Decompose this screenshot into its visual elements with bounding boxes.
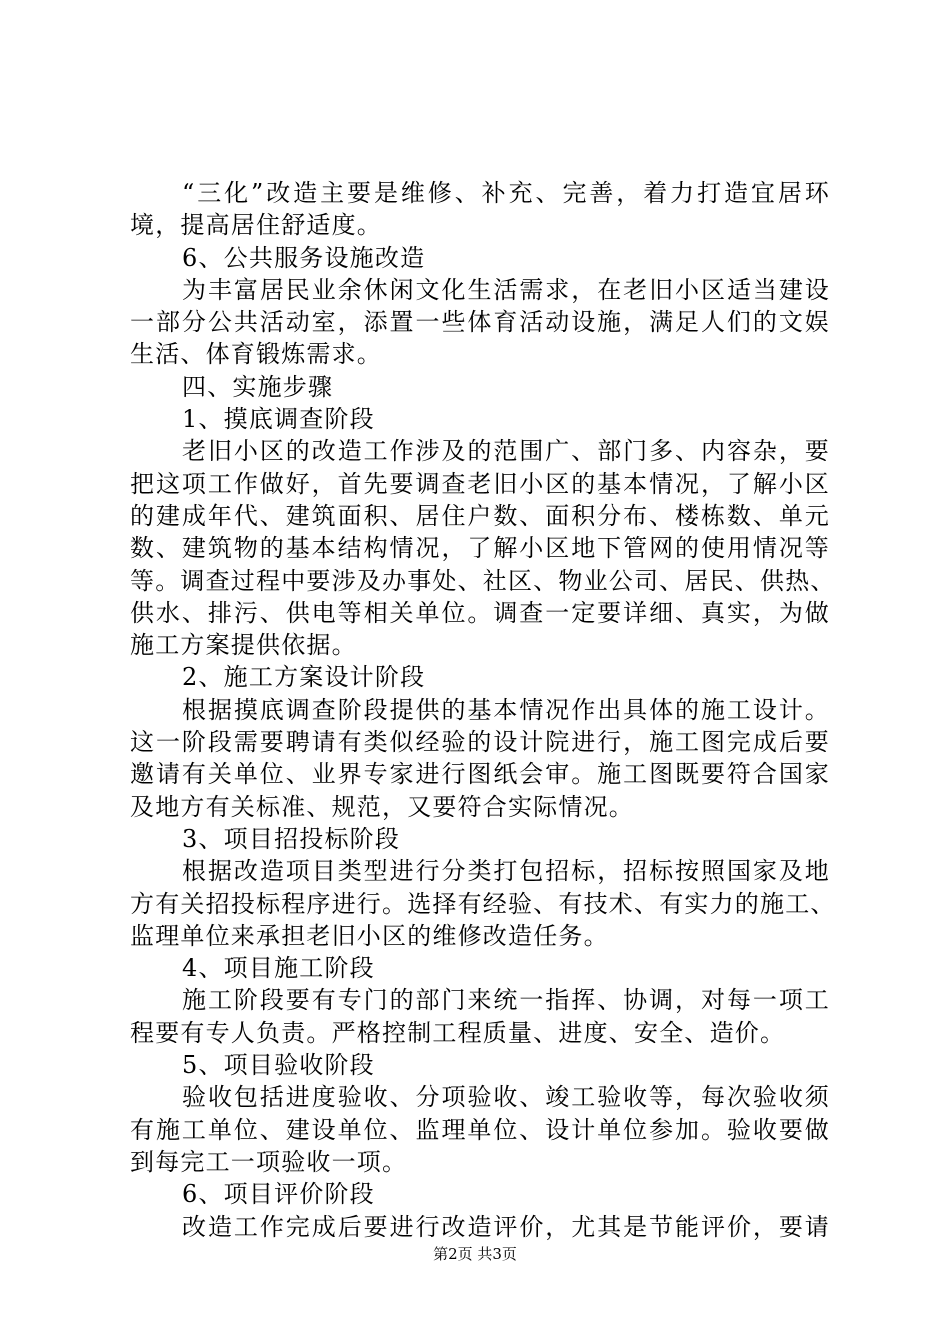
text-line: 到每完工一项验收一项。	[130, 1147, 408, 1176]
text-line: 四、实施步骤	[182, 372, 334, 401]
text-line: 施工方案提供依据。	[130, 631, 357, 660]
text-line: 这一阶段需要聘请有类似经验的设计院进行，施工图完成后要	[130, 728, 830, 757]
text-line: 2、施工方案设计阶段	[182, 663, 426, 692]
text-line: 的建成年代、建筑面积、居住户数、面积分布、楼栋数、单元	[130, 501, 830, 530]
text-line: 监理单位来承担老旧小区的维修改造任务。	[130, 921, 609, 950]
text-line: 验收包括进度验收、分项验收、竣工验收等，每次验收须	[182, 1083, 830, 1112]
text-line: 程要有专人负责。严格控制工程质量、进度、安全、造价。	[130, 1018, 786, 1047]
text-line: 3、项目招投标阶段	[182, 824, 401, 853]
text-line: “三化”改造主要是维修、补充、完善，着力打造宜居环	[182, 179, 830, 207]
text-line: 一部分公共活动室，添置一些体育活动设施，满足人们的文娱	[130, 308, 830, 337]
text-line: 境，提高居住舒适度。	[130, 211, 382, 240]
text-line: 生活、体育锻炼需求。	[130, 340, 382, 369]
text-line: 及地方有关标准、规范，又要符合实际情况。	[130, 792, 634, 821]
text-line: 方有关招投标程序进行。选择有经验、有技术、有实力的施工、	[130, 889, 836, 918]
text-line: 邀请有关单位、业界专家进行图纸会审。施工图既要符合国家	[130, 760, 830, 789]
text-line: 等。调查过程中要涉及办事处、社区、物业公司、居民、供热、	[130, 566, 836, 595]
text-line: 1、摸底调查阶段	[182, 405, 375, 434]
text-line: 有施工单位、建设单位、监理单位、设计单位参加。验收要做	[130, 1115, 830, 1144]
text-line: 供水、排污、供电等相关单位。调查一定要详细、真实，为做	[130, 598, 830, 627]
text-line: 5、项目验收阶段	[182, 1051, 375, 1080]
text-line: 根据摸底调查阶段提供的基本情况作出具体的施工设计。	[182, 695, 830, 724]
text-line: 数、建筑物的基本结构情况，了解小区地下管网的使用情况等	[130, 534, 830, 563]
text-line: 根据改造项目类型进行分类打包招标，招标按照国家及地	[182, 857, 830, 886]
text-line: 6、项目评价阶段	[182, 1180, 375, 1209]
text-line: 6、公共服务设施改造	[182, 243, 426, 272]
text-line: 4、项目施工阶段	[182, 954, 375, 983]
text-line: 把这项工作做好，首先要调查老旧小区的基本情况，了解小区	[130, 469, 830, 498]
text-line: 施工阶段要有专门的部门来统一指挥、协调，对每一项工	[182, 986, 830, 1015]
text-line: 改造工作完成后要进行改造评价，尤其是节能评价，要请	[182, 1212, 830, 1241]
page-footer: 第2页 共3页	[433, 1245, 517, 1263]
text-line: 老旧小区的改造工作涉及的范围广、部门多、内容杂，要	[182, 437, 830, 466]
document-body	[130, 177, 836, 1243]
text-line: 为丰富居民业余休闲文化生活需求，在老旧小区适当建设	[182, 275, 830, 304]
